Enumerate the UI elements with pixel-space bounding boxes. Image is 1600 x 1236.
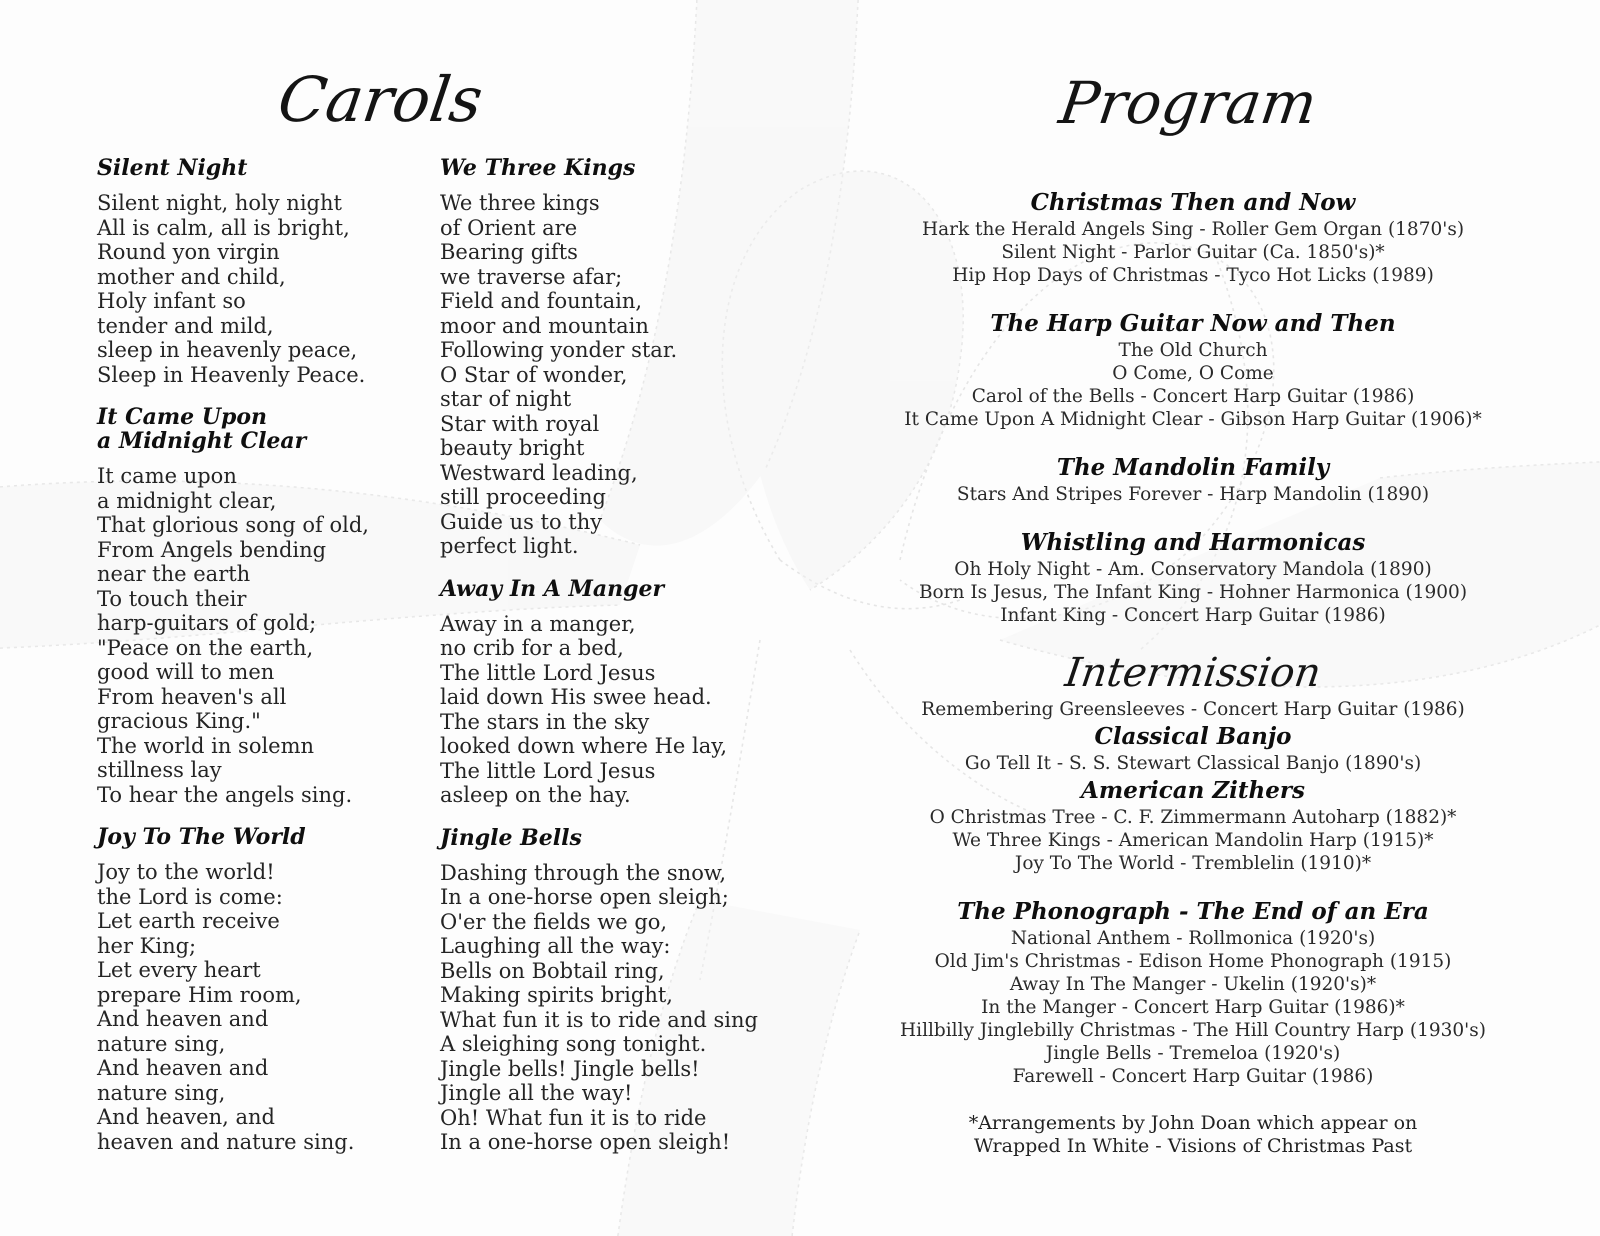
lyric-line: Following yonder star. xyxy=(440,338,678,363)
program-section xyxy=(898,723,1488,775)
lyric-line: Jingle all the way! xyxy=(440,1081,633,1106)
carol-heading xyxy=(97,825,440,849)
program-line: Hillbilly Jinglebilly Christmas - The Hill Country Harp (1930's) xyxy=(900,1019,1486,1041)
lyric-line: harp-guitars of gold; xyxy=(97,611,317,636)
program-section xyxy=(898,189,1488,287)
program-line: In the Manger - Concert Harp Guitar (1986)* xyxy=(981,996,1405,1018)
lyric-line: To hear the angels sing. xyxy=(97,782,353,807)
lyrics xyxy=(97,860,440,1154)
program-line: We Three Kings - American Mandolin Harp (1915)* xyxy=(952,829,1434,851)
lyric-line: still proceeding xyxy=(440,485,606,510)
program-line: O Come, O Come xyxy=(1112,362,1274,384)
program-section-heading: Classical Banjo xyxy=(1094,722,1292,750)
carol-heading xyxy=(440,156,790,180)
lyric-line: And heaven and xyxy=(97,1056,269,1081)
lyric-line: near the earth xyxy=(97,562,251,587)
program-section xyxy=(898,454,1488,506)
lyrics xyxy=(440,861,790,1155)
carol-columns xyxy=(0,138,800,1155)
lyric-line: A sleighing song tonight. xyxy=(440,1032,707,1057)
lyric-line: What fun it is to ride and sing xyxy=(440,1007,758,1032)
lyric-line: moor and mountain xyxy=(440,313,649,338)
lyric-line: Let every heart xyxy=(97,958,261,983)
program-section xyxy=(898,777,1488,875)
lyric-line: The little Lord Jesus xyxy=(440,660,656,685)
lyric-line: Guide us to thy xyxy=(440,509,603,534)
lyric-line: In a one-horse open sleigh! xyxy=(440,1130,731,1155)
program-line: Farewell - Concert Harp Guitar (1986) xyxy=(1012,1065,1374,1087)
lyric-line: Dashing through the snow, xyxy=(440,860,727,885)
carol-heading-line: We Three Kings xyxy=(440,155,636,182)
lyric-line: It came upon xyxy=(97,464,237,489)
lyric-line: mother and child, xyxy=(97,264,286,289)
lyrics xyxy=(440,191,790,559)
lyric-line: stillness lay xyxy=(97,758,222,783)
program-section-heading: The Phonograph - The End of an Era xyxy=(957,897,1429,925)
lyric-line: a midnight clear, xyxy=(97,488,277,513)
lyric-line: her King; xyxy=(97,933,197,958)
program-line: It Came Upon A Midnight Clear - Gibson Harp Guitar (1906)* xyxy=(904,408,1482,430)
lyric-line: nature sing, xyxy=(97,1031,226,1056)
program-section-heading: Whistling and Harmonicas xyxy=(1020,528,1366,556)
lyric-line: no crib for a bed, xyxy=(440,636,624,661)
lyric-line: Let earth receive xyxy=(97,909,280,934)
footnote-line: *Arrangements by John Doan which appear on xyxy=(968,1111,1418,1134)
program-line: Carol of the Bells - Concert Harp Guitar (1986) xyxy=(971,385,1415,407)
lyric-line: good will to men xyxy=(97,660,275,685)
lyric-line: star of night xyxy=(440,387,572,412)
program-line: Jingle Bells - Tremeloa (1920's) xyxy=(1045,1042,1341,1064)
lyrics xyxy=(97,191,440,387)
carol-column xyxy=(440,138,790,1155)
lyric-line: The stars in the sky xyxy=(440,709,650,734)
carol-column xyxy=(97,138,440,1155)
lyric-line: Field and fountain, xyxy=(440,289,643,314)
lyric-line: nature sing, xyxy=(97,1080,226,1105)
lyric-line: Bells on Bobtail ring, xyxy=(440,958,665,983)
program-page xyxy=(898,0,1488,1159)
intermission-heading: Intermission xyxy=(1062,649,1324,696)
lyric-line: Oh! What fun it is to ride xyxy=(440,1105,707,1130)
lyric-line: O'er the fields we go, xyxy=(440,909,668,934)
lyric-line: Away in a manger, xyxy=(440,611,636,636)
carol-section xyxy=(440,156,790,559)
lyric-line: That glorious song of old, xyxy=(97,513,369,538)
carol-heading-line: a Midnight Clear xyxy=(97,428,307,455)
program-line: National Anthem - Rollmonica (1920's) xyxy=(1010,927,1376,949)
lyric-line: We three kings xyxy=(440,191,600,216)
carol-heading-line: Joy To The World xyxy=(97,824,306,851)
lyric-line: we traverse afar; xyxy=(440,264,623,289)
lyric-line: Star with royal xyxy=(440,411,600,436)
carol-heading xyxy=(440,577,790,601)
lyric-line: "Peace on the earth, xyxy=(97,635,314,660)
lyric-line: All is calm, all is bright, xyxy=(97,215,350,240)
program-line: The Old Church xyxy=(1118,339,1268,361)
program-line: Joy To The World - Tremblelin (1910)* xyxy=(1014,852,1372,874)
lyric-line: Round yon virgin xyxy=(97,240,280,265)
carol-section xyxy=(97,405,440,807)
lyric-line: beauty bright xyxy=(440,436,585,461)
carol-heading xyxy=(97,405,440,453)
lyric-line: Joy to the world! xyxy=(97,860,275,885)
program-line: Hip Hop Days of Christmas - Tyco Hot Licks (1989) xyxy=(952,264,1434,286)
carol-heading xyxy=(440,826,790,850)
carol-heading xyxy=(97,156,440,180)
lyrics xyxy=(440,612,790,808)
program-section xyxy=(898,650,1488,721)
lyric-line: heaven and nature sing. xyxy=(97,1129,355,1154)
lyric-line: Holy infant so xyxy=(97,289,246,314)
lyric-line: Making spirits bright, xyxy=(440,983,673,1008)
lyric-line: the Lord is come: xyxy=(97,884,283,909)
program-section xyxy=(898,898,1488,1088)
program-sections xyxy=(898,189,1488,1088)
program-line: O Christmas Tree - C. F. Zimmermann Autoharp (1882)* xyxy=(929,806,1457,828)
lyric-line: of Orient are xyxy=(440,215,578,240)
carol-section xyxy=(97,156,440,387)
carol-heading-line: Jingle Bells xyxy=(440,824,582,851)
program-line: Remembering Greensleeves - Concert Harp Guitar (1986) xyxy=(921,698,1465,720)
carols-page xyxy=(0,0,800,1155)
lyric-line: To touch their xyxy=(97,586,247,611)
program-line: Hark the Herald Angels Sing - Roller Gem Organ (1870's) xyxy=(921,218,1465,240)
arrangements-footnote xyxy=(898,1112,1488,1159)
lyric-line: gracious King." xyxy=(97,709,261,734)
program-section-heading: The Harp Guitar Now and Then xyxy=(990,309,1396,337)
program-section xyxy=(898,529,1488,627)
carol-section xyxy=(97,825,440,1154)
program-line: Infant King - Concert Harp Guitar (1986) xyxy=(1000,604,1386,626)
lyric-line: The little Lord Jesus xyxy=(440,758,656,783)
lyric-line: And heaven, and xyxy=(97,1105,275,1130)
lyrics xyxy=(97,464,440,807)
lyric-line: O Star of wonder, xyxy=(440,362,628,387)
carol-heading-line: Silent Night xyxy=(97,155,248,182)
lyric-line: tender and mild, xyxy=(97,313,274,338)
program-title: Program xyxy=(1055,69,1321,137)
lyric-line: In a one-horse open sleigh; xyxy=(440,885,729,910)
lyric-line: Bearing gifts xyxy=(440,240,578,265)
carols-title: Carols xyxy=(273,63,488,136)
lyric-line: looked down where He lay, xyxy=(440,734,728,759)
carol-heading-line: It Came Upon xyxy=(97,404,268,431)
lyric-line: From Angels bending xyxy=(97,537,327,562)
lyric-line: perfect light. xyxy=(440,534,579,559)
program-line: Away In The Manger - Ukelin (1920's)* xyxy=(1009,973,1377,995)
program-section-heading: The Mandolin Family xyxy=(1056,453,1330,481)
lyric-line: sleep in heavenly peace, xyxy=(97,338,358,363)
lyric-line: Westward leading, xyxy=(440,460,638,485)
carol-section xyxy=(440,826,790,1155)
program-line: Oh Holy Night - Am. Conservatory Mandola (1890) xyxy=(954,558,1432,580)
program-line: Born Is Jesus, The Infant King - Hohner Harmonica (1900) xyxy=(918,581,1468,603)
footnote-line: Wrapped In White - Visions of Christmas Past xyxy=(973,1135,1413,1158)
lyric-line: Sleep in Heavenly Peace. xyxy=(97,362,366,387)
program-line: Old Jim's Christmas - Edison Home Phonograph (1915) xyxy=(934,950,1452,972)
lyric-line: Silent night, holy night xyxy=(97,191,342,216)
program-line: Go Tell It - S. S. Stewart Classical Banjo (1890's) xyxy=(964,752,1422,774)
lyric-line: laid down His swee head. xyxy=(440,685,712,710)
lyric-line: The world in solemn xyxy=(97,733,315,758)
lyric-line: asleep on the hay. xyxy=(440,783,631,808)
program-section xyxy=(898,310,1488,431)
program-line: Stars And Stripes Forever - Harp Mandolin (1890) xyxy=(956,483,1430,505)
carol-heading-line: Away In A Manger xyxy=(440,575,665,602)
carol-section xyxy=(440,577,790,808)
lyric-line: prepare Him room, xyxy=(97,982,302,1007)
program-line: Silent Night - Parlor Guitar (Ca. 1850's)* xyxy=(1001,241,1385,263)
lyric-line: Jingle bells! Jingle bells! xyxy=(440,1056,700,1081)
lyric-line: Laughing all the way: xyxy=(440,934,671,959)
program-section-heading: American Zithers xyxy=(1081,776,1305,804)
lyric-line: And heaven and xyxy=(97,1007,269,1032)
program-section-heading: Christmas Then and Now xyxy=(1030,188,1356,216)
lyric-line: From heaven's all xyxy=(97,684,287,709)
